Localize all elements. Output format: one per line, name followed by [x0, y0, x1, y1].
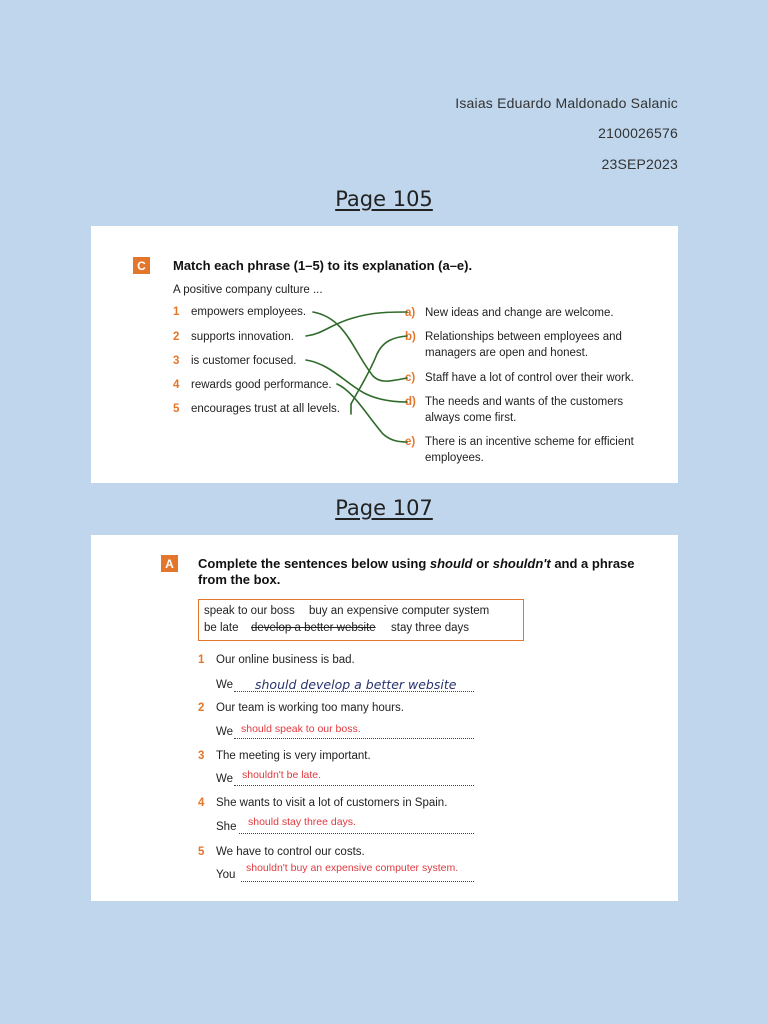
explanation-text: There is an incentive scheme for efficient [425, 436, 634, 448]
match-line-2-a [306, 312, 407, 336]
phrase-number: 5 [173, 403, 180, 415]
phrase-text: is customer focused. [191, 355, 297, 367]
explanation-text: Staff have a lot of control over their work. [425, 372, 634, 384]
exercise-a-card [91, 535, 678, 901]
exercise-c-intro: A positive company culture ... [173, 284, 323, 296]
explanation-letter: d) [405, 396, 416, 408]
phrase-text: supports innovation. [191, 331, 294, 343]
item-subject: We [216, 726, 234, 738]
item-sentence: The meeting is very important. [216, 750, 371, 762]
item-sentence: Our online business is bad. [216, 654, 355, 666]
item-sentence: Our team is working too many hours. [216, 702, 404, 714]
box-phrase-used: develop a better website [251, 622, 376, 634]
phrase-number: 2 [173, 331, 180, 343]
student-name: Isaias Eduardo Maldonado Salanic [455, 95, 678, 111]
box-phrase: speak to our boss [204, 605, 295, 617]
phrase-text: rewards good performance. [191, 379, 332, 391]
item-subject: She [216, 821, 237, 833]
item-number: 3 [198, 750, 205, 762]
box-phrase: stay three days [391, 622, 469, 634]
phrase-number: 3 [173, 355, 180, 367]
matching-lines [91, 226, 678, 483]
explanation-text-line2: employees. [425, 452, 484, 464]
exercise-c-badge: C [133, 257, 150, 274]
answer-typed: shouldn't buy an expensive computer system. [246, 862, 459, 874]
item-number: 4 [198, 797, 205, 809]
explanation-text-line2: managers are open and honest. [425, 347, 589, 359]
answer-typed: should speak to our boss. [241, 723, 361, 735]
page-105-label: Page 105 [335, 187, 433, 211]
phrase-text: encourages trust at all levels. [191, 403, 340, 415]
box-phrase: buy an expensive computer system [309, 605, 490, 617]
word-box [198, 599, 524, 641]
answer-handwritten: should develop a better website [255, 677, 457, 692]
explanation-text: The needs and wants of the customers [425, 396, 624, 408]
item-subject: We [216, 773, 234, 785]
exercise-c-card [91, 226, 678, 483]
explanation-text-line2: always come first. [425, 412, 517, 424]
submission-date: 23SEP2023 [601, 156, 678, 172]
explanation-text: Relationships between employees and [425, 331, 622, 343]
item-subject: You [216, 869, 236, 881]
answer-typed: should stay three days. [248, 816, 356, 828]
match-line-4-e [337, 384, 407, 442]
page-107-label: Page 107 [335, 496, 433, 520]
item-number: 1 [198, 654, 205, 666]
explanation-text: New ideas and change are welcome. [425, 307, 614, 319]
item-number: 5 [198, 846, 205, 858]
match-line-5-b [351, 336, 407, 404]
explanation-letter: b) [405, 331, 416, 343]
answer-typed: shouldn't be late. [242, 769, 322, 781]
phrase-number: 4 [173, 379, 180, 391]
student-id: 2100026576 [598, 125, 678, 141]
explanation-letter: a) [405, 307, 416, 319]
item-sentence: She wants to visit a lot of customers in Spain. [216, 797, 448, 809]
box-phrase: be late [204, 622, 239, 634]
answer-line [234, 737, 474, 739]
item-subject: We [216, 679, 234, 691]
item-sentence: We have to control our costs. [216, 846, 365, 858]
phrase-text: empowers employees. [191, 306, 307, 318]
phrase-number: 1 [173, 306, 180, 318]
answer-line [241, 880, 474, 882]
exercise-a-title: Complete the sentences below using should or shouldn't and a phrase from the box. [198, 556, 635, 587]
explanation-letter: e) [405, 436, 416, 448]
exercise-a-badge: A [161, 555, 178, 572]
item-number: 2 [198, 702, 205, 714]
exercise-c-title: Match each phrase (1–5) to its explanation (a–e). [173, 258, 473, 273]
answer-line [239, 832, 474, 834]
match-line-1-c [313, 312, 407, 381]
answer-line [234, 784, 474, 786]
explanation-letter: c) [405, 372, 416, 384]
